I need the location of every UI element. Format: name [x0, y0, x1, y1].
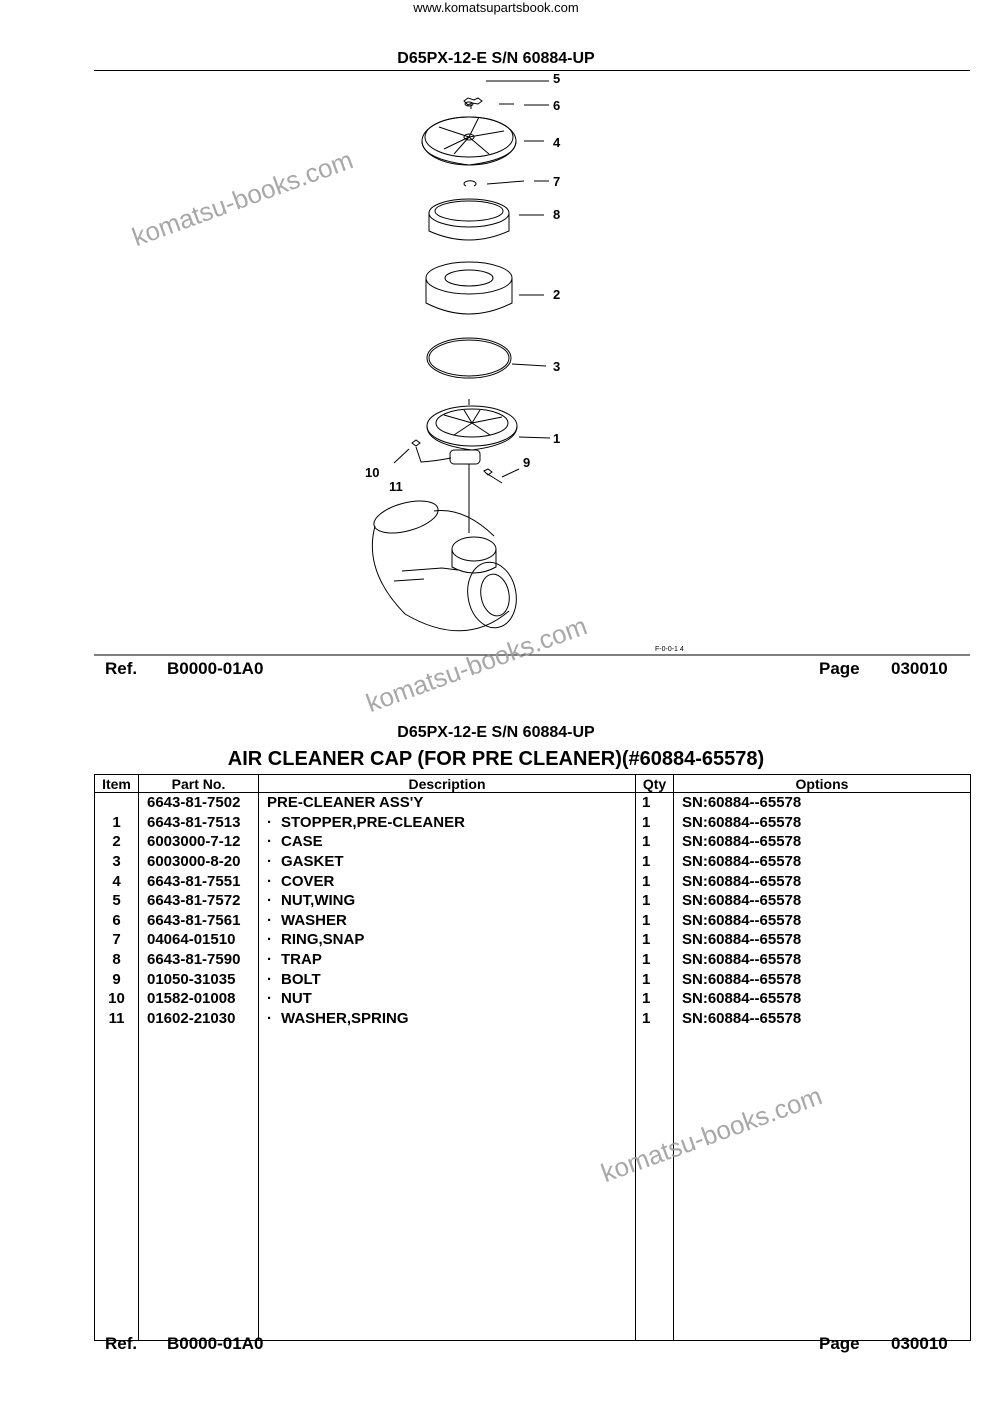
sub-item-marker: · [267, 813, 272, 831]
description-cell: PRE-CLEANER ASS'Y [259, 793, 636, 813]
table-row [95, 793, 971, 813]
callout-9: 9 [523, 455, 531, 470]
item-cell: 9 [95, 969, 139, 989]
item-cell: 2 [95, 832, 139, 852]
item-cell: 4 [95, 871, 139, 891]
watermark-2: komatsu-books.com [362, 610, 591, 719]
part-number-cell: 6643-81-7590 [139, 950, 259, 970]
sub-item-marker: · [267, 970, 272, 988]
ref-code-bottom: B0000-01A0 [167, 1334, 264, 1353]
options-cell: SN:60884--65578 [674, 989, 971, 1009]
drawing-code: F-0-0-1 4 [655, 646, 684, 653]
ref-label-top: Ref. [105, 659, 138, 678]
sub-item-marker: · [267, 911, 272, 929]
trap-part [429, 199, 544, 240]
watermark-1: komatsu-books.com [128, 144, 357, 253]
table-row [95, 969, 971, 989]
item-cell: 5 [95, 891, 139, 911]
description-cell [259, 969, 636, 989]
table-row [95, 871, 971, 891]
description-text: CASE [281, 833, 323, 851]
sub-item-marker: · [267, 833, 272, 851]
qty-cell: 1 [636, 832, 674, 852]
sub-item-marker: · [267, 990, 272, 1008]
ref-code-top: B0000-01A0 [167, 659, 264, 678]
table-filler-row [95, 1028, 971, 1341]
description-text: GASKET [281, 853, 344, 871]
qty-cell: 1 [636, 911, 674, 931]
part-number-cell: 6643-81-7551 [139, 871, 259, 891]
page-label-bottom: Page [819, 1334, 860, 1353]
options-cell: SN:60884--65578 [674, 891, 971, 911]
options-cell: SN:60884--65578 [674, 871, 971, 891]
description-text: STOPPER,PRE-CLEANER [281, 813, 465, 831]
item-cell: 8 [95, 950, 139, 970]
item-cell: 1 [95, 813, 139, 833]
item-cell: 11 [95, 1009, 139, 1029]
table-header-row [95, 775, 971, 793]
description-cell [259, 930, 636, 950]
case-part [426, 262, 544, 314]
description-text: NUT,WING [281, 892, 356, 910]
empty-cell [636, 1028, 674, 1341]
section-title: AIR CLEANER CAP (FOR PRE CLEANER)(#60884-65578) [227, 748, 765, 770]
callout-6: 6 [553, 98, 561, 113]
part-number-cell: 01602-21030 [139, 1009, 259, 1029]
description-text: COVER [281, 872, 335, 890]
callout-10: 10 [365, 465, 380, 480]
description-cell [259, 989, 636, 1009]
options-cell: SN:60884--65578 [674, 969, 971, 989]
options-cell: SN:60884--65578 [674, 852, 971, 872]
site-url: www.komatsupartsbook.com [413, 0, 579, 15]
description-text: NUT [281, 990, 312, 1008]
parts-table-body [95, 793, 971, 1341]
table-row [95, 852, 971, 872]
qty-cell: 1 [636, 989, 674, 1009]
ref-label-bottom: Ref. [105, 1334, 138, 1353]
sub-item-marker: · [267, 872, 272, 890]
callout-3: 3 [553, 359, 561, 374]
description-text: RING,SNAP [281, 931, 365, 949]
col-header-qty: Qty [636, 775, 674, 793]
description-cell [259, 852, 636, 872]
watermark-3: komatsu-books.com [597, 1080, 826, 1189]
model-header-top: D65PX-12-E S/N 60884-UP [397, 50, 595, 67]
callout-8: 8 [553, 207, 561, 222]
options-cell: SN:60884--65578 [674, 832, 971, 852]
exploded-parts-diagram [94, 71, 970, 656]
empty-cell [674, 1028, 971, 1341]
sub-item-marker: · [267, 892, 272, 910]
qty-cell: 1 [636, 871, 674, 891]
description-cell [259, 1009, 636, 1029]
options-cell: SN:60884--65578 [674, 930, 971, 950]
page-number-bottom: 030010 [891, 1334, 948, 1353]
table-row [95, 832, 971, 852]
options-cell: SN:60884--65578 [674, 950, 971, 970]
part-number-cell: 01582-01008 [139, 989, 259, 1009]
description-text: WASHER,SPRING [281, 1009, 409, 1027]
table-row [95, 813, 971, 833]
item-cell: 6 [95, 911, 139, 931]
description-text: BOLT [281, 970, 321, 988]
qty-cell: 1 [636, 930, 674, 950]
sub-item-marker: · [267, 931, 272, 949]
col-header-options: Options [674, 775, 971, 793]
item-cell: 10 [95, 989, 139, 1009]
col-header-part-no: Part No. [139, 775, 259, 793]
description-cell [259, 891, 636, 911]
item-cell: 7 [95, 930, 139, 950]
table-row [95, 950, 971, 970]
description-cell [259, 832, 636, 852]
options-cell: SN:60884--65578 [674, 793, 971, 813]
description-cell [259, 813, 636, 833]
description-cell [259, 950, 636, 970]
qty-cell: 1 [636, 950, 674, 970]
callout-11: 11 [389, 479, 403, 494]
parts-table [94, 774, 971, 1341]
options-cell: SN:60884--65578 [674, 1009, 971, 1029]
bolt-part [484, 469, 519, 483]
part-number-cell: 6003000-7-12 [139, 832, 259, 852]
sub-item-marker: · [267, 951, 272, 969]
part-number-cell: 6643-81-7513 [139, 813, 259, 833]
empty-cell [139, 1028, 259, 1341]
page-label-top: Page [819, 659, 860, 678]
empty-cell [95, 1028, 139, 1341]
part-number-cell: 6643-81-7572 [139, 891, 259, 911]
qty-cell: 1 [636, 1009, 674, 1029]
item-cell [95, 793, 139, 813]
qty-cell: 1 [636, 852, 674, 872]
air-cleaner-housing-part [371, 495, 522, 632]
snap-ring-part [464, 181, 549, 186]
cover-part [422, 117, 544, 165]
description-cell [259, 911, 636, 931]
model-header-bottom: D65PX-12-E S/N 60884-UP [397, 724, 595, 741]
part-number-cell: 6643-81-7561 [139, 911, 259, 931]
table-row [95, 1009, 971, 1029]
options-cell: SN:60884--65578 [674, 911, 971, 931]
part-number-cell: 01050-31035 [139, 969, 259, 989]
callout-2: 2 [553, 287, 561, 302]
callout-4: 4 [553, 135, 561, 150]
qty-cell: 1 [636, 793, 674, 813]
callout-7: 7 [553, 174, 561, 189]
qty-cell: 1 [636, 813, 674, 833]
table-row [95, 989, 971, 1009]
part-number-cell: 6003000-8-20 [139, 852, 259, 872]
description-cell [259, 871, 636, 891]
qty-cell: 1 [636, 969, 674, 989]
part-number-cell: 6643-81-7502 [139, 793, 259, 813]
options-cell: SN:60884--65578 [674, 813, 971, 833]
col-header-description: Description [259, 775, 636, 793]
sub-item-marker: · [267, 853, 272, 871]
pre-cleaner-body-part [427, 399, 550, 464]
table-row [95, 891, 971, 911]
empty-cell [259, 1028, 636, 1341]
col-header-item: Item [95, 775, 139, 793]
table-row [95, 930, 971, 950]
callout-5: 5 [553, 71, 561, 86]
callout-1: 1 [553, 431, 561, 446]
qty-cell: 1 [636, 891, 674, 911]
page-number-top: 030010 [891, 659, 948, 678]
item-cell: 3 [95, 852, 139, 872]
description-text: WASHER [281, 911, 347, 929]
gasket-part [427, 338, 546, 378]
part-number-cell: 04064-01510 [139, 930, 259, 950]
sub-item-marker: · [267, 1009, 272, 1027]
description-text: TRAP [281, 951, 322, 969]
table-row [95, 911, 971, 931]
